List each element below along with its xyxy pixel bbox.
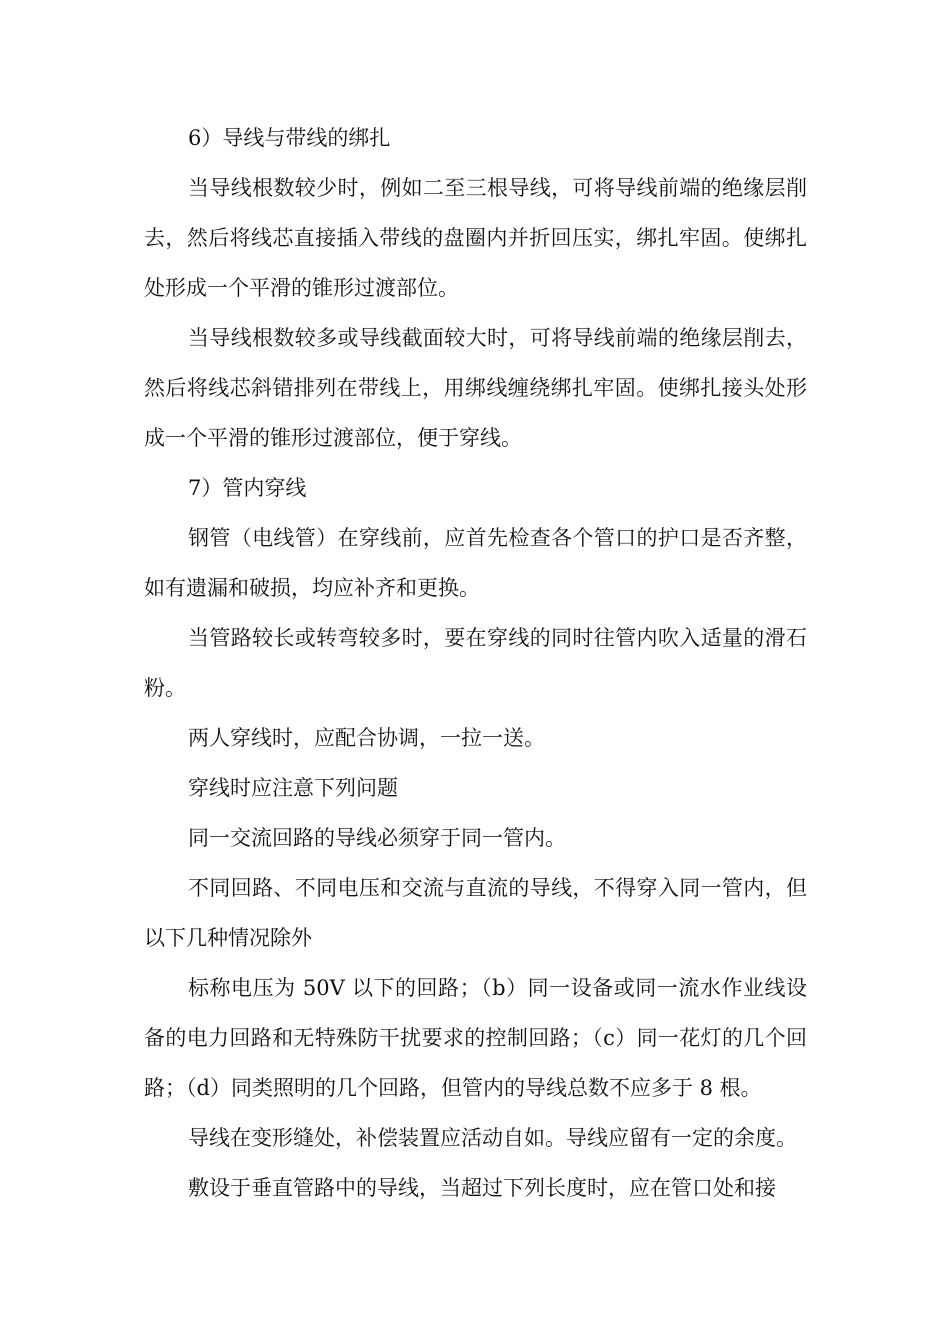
paragraph: 当导线根数较少时，例如二至三根导线，可将导线前端的绝缘层削去，然后将线芯直接插入带线的盘圈内并折回压实，绑扎牢固。使绑扎处形成一个平滑的锥形过渡部位。 bbox=[144, 176, 807, 300]
paragraph: 导线在变形缝处，补偿装置应活动自如。导线应留有一定的余度。 bbox=[188, 1126, 797, 1150]
paragraph: 穿线时应注意下列问题 bbox=[188, 776, 398, 800]
paragraph: 敷设于垂直管路中的导线，当超过下列长度时，应在管口处和接 bbox=[188, 1176, 776, 1200]
section-heading-6: 6）导线与带线的绑扎 bbox=[188, 126, 391, 150]
section-heading-7: 7）管内穿线 bbox=[188, 476, 307, 500]
document-body bbox=[144, 113, 807, 1213]
paragraph: 不同回路、不同电压和交流与直流的导线，不得穿入同一管内，但以下几种情况除外 bbox=[144, 876, 807, 950]
paragraph: 钢管（电线管）在穿线前，应首先检查各个管口的护口是否齐整，如有遗漏和破损，均应补齐和更换。 bbox=[144, 526, 807, 600]
paragraph: 两人穿线时，应配合协调，一拉一送。 bbox=[188, 726, 545, 750]
paragraph: 同一交流回路的导线必须穿于同一管内。 bbox=[188, 826, 566, 850]
paragraph: 标称电压为 50V 以下的回路；（b）同一设备或同一流水作业线设备的电力回路和无特殊防干扰要求的控制回路；（c）同一花灯的几个回路；（d）同类照明的几个回路，但管内的导线总数不应多于 8 根。 bbox=[144, 976, 807, 1100]
paragraph: 当导线根数较多或导线截面较大时，可将导线前端的绝缘层削去，然后将线芯斜错排列在带线上，用绑线缠绕绑扎牢固。使绑扎接头处形成一个平滑的锥形过渡部位，便于穿线。 bbox=[144, 326, 807, 450]
paragraph: 当管路较长或转弯较多时，要在穿线的同时往管内吹入适量的滑石粉。 bbox=[144, 626, 807, 700]
